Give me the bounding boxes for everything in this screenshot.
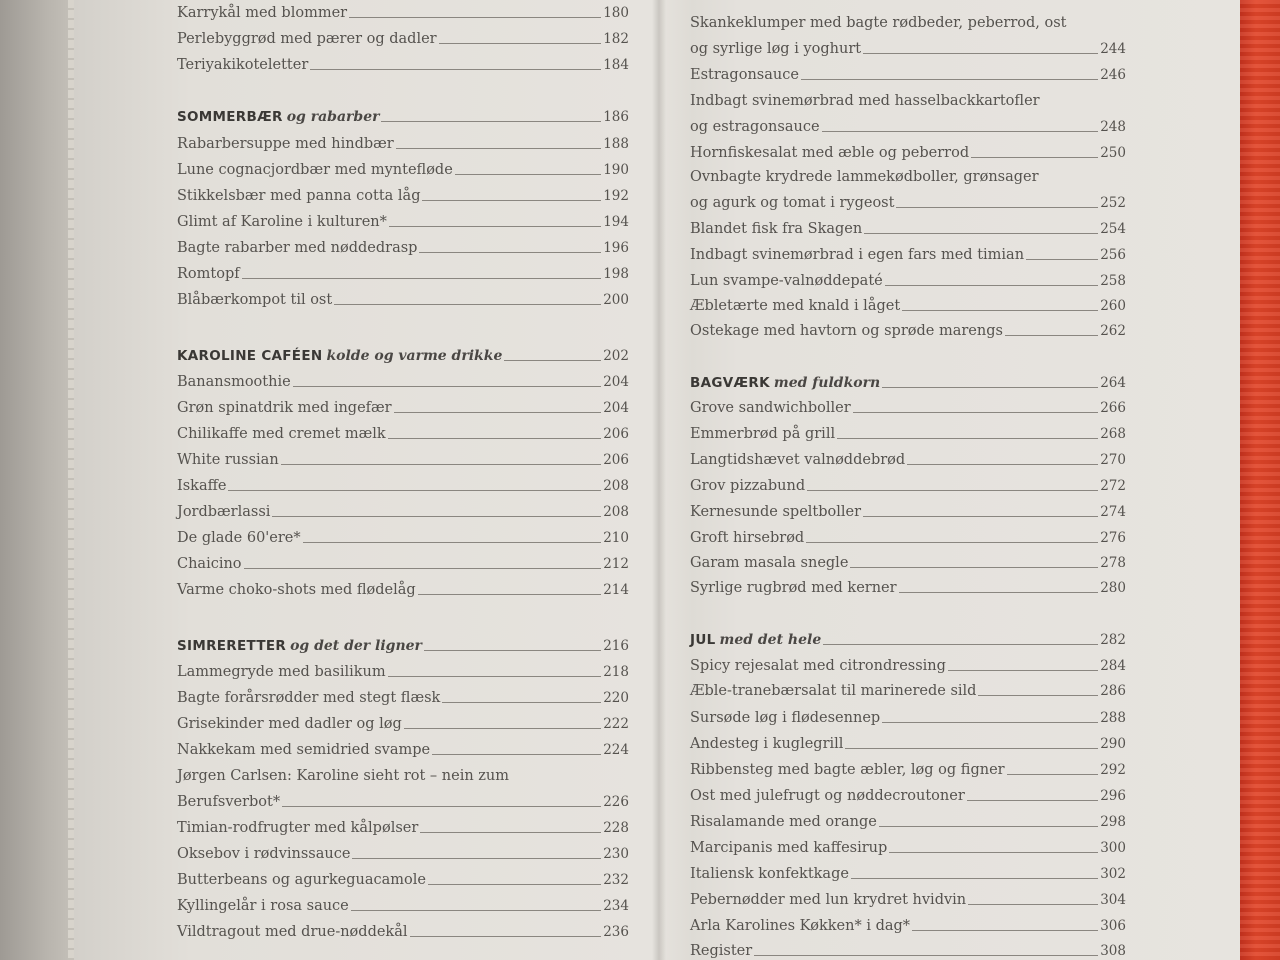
section-title-italic: og det der ligner	[290, 638, 422, 654]
dot-leader	[352, 858, 601, 859]
toc-entry	[690, 861, 1126, 883]
page-number: 254	[1100, 221, 1126, 237]
toc-entry	[177, 183, 629, 205]
page-number: 260	[1100, 298, 1126, 314]
page-number: 308	[1100, 943, 1126, 959]
entry-title: Hornfiskesalat med æble og peberrod	[690, 145, 970, 161]
entry-title: og agurk og tomat i rygeost	[690, 195, 895, 211]
toc-section-heading	[690, 627, 1126, 649]
entry-title: Ribbensteg med bagte æbler, løg og figner	[690, 762, 1005, 778]
dot-leader	[389, 226, 601, 227]
dot-leader	[424, 650, 601, 651]
dot-leader	[242, 278, 602, 279]
entry-title: Jørgen Carlsen: Karoline sieht rot – nein zum	[177, 768, 510, 784]
dot-leader	[310, 69, 601, 70]
entry-title: Grov pizzabund	[690, 478, 806, 494]
toc-entry	[177, 711, 629, 733]
dot-leader	[420, 832, 601, 833]
dot-leader	[228, 490, 601, 491]
toc-entry	[690, 447, 1126, 469]
entry-title: Risalamande med orange	[690, 814, 877, 830]
toc-section-heading	[177, 633, 629, 655]
section-title	[177, 347, 502, 365]
page-number: 206	[603, 426, 629, 442]
page-number: 276	[1100, 530, 1126, 546]
entry-title: Sursøde løg i flødesennep	[690, 710, 881, 726]
dot-leader	[410, 936, 602, 937]
page-number: 222	[603, 716, 629, 732]
page-number: 298	[1100, 814, 1126, 830]
entry-title: og estragonsauce	[690, 119, 820, 135]
dot-leader	[272, 516, 601, 517]
entry-title: Kernesunde speltboller	[690, 504, 862, 520]
page-number: 226	[603, 794, 629, 810]
entry-title: Jordbærlassi	[177, 504, 271, 520]
toc-section-heading	[177, 343, 629, 365]
dot-leader	[978, 695, 1098, 696]
page-number: 268	[1100, 426, 1126, 442]
toc-entry	[690, 835, 1126, 857]
toc-entry	[690, 783, 1126, 805]
toc-entry	[177, 287, 629, 309]
toc-entry	[690, 268, 1126, 290]
page-number: 264	[1100, 375, 1126, 391]
page-number: 284	[1100, 658, 1126, 674]
dot-leader	[282, 806, 601, 807]
toc-entry	[690, 62, 1126, 84]
section-title-italic: og rabarber	[286, 109, 380, 125]
toc-entry	[177, 577, 629, 599]
toc-entry	[177, 841, 629, 863]
dot-leader	[1026, 259, 1098, 260]
page-number: 290	[1100, 736, 1126, 752]
toc-entry	[177, 867, 629, 889]
page-number: 216	[603, 638, 629, 654]
toc-entry	[690, 216, 1126, 238]
page-number: 272	[1100, 478, 1126, 494]
toc-section-heading	[177, 104, 629, 126]
dot-leader	[754, 955, 1098, 956]
dot-leader	[863, 53, 1098, 54]
dot-leader	[1007, 774, 1099, 775]
page-number: 224	[603, 742, 629, 758]
toc-entry	[690, 242, 1126, 264]
dot-leader	[504, 360, 601, 361]
dot-leader	[889, 852, 1098, 853]
dot-leader	[863, 516, 1098, 517]
entry-title: Ost med julefrugt og nøddecroutoner	[690, 788, 965, 804]
entry-title: Ovnbagte krydrede lammekødboller, grønsager	[690, 169, 1039, 185]
page-number: 188	[603, 136, 629, 152]
toc-entry	[177, 919, 629, 941]
page-number: 198	[603, 266, 629, 282]
dot-leader	[422, 200, 601, 201]
section-title	[177, 637, 422, 655]
toc-entry	[690, 731, 1126, 753]
page-number: 182	[603, 31, 629, 47]
page-number: 190	[603, 162, 629, 178]
toc-entry	[690, 421, 1126, 443]
page-stitching-edge	[68, 0, 74, 960]
toc-entry	[690, 705, 1126, 727]
entry-title: Register	[690, 943, 753, 959]
page-number: 220	[603, 690, 629, 706]
page-number: 228	[603, 820, 629, 836]
entry-title: Langtidshævet valnøddebrød	[690, 452, 906, 468]
entry-title: Andesteg i kuglegrill	[690, 736, 844, 752]
entry-title: Lammegryde med basilikum	[177, 664, 386, 680]
dot-leader	[1005, 335, 1098, 336]
toc-entry	[177, 551, 629, 573]
toc-entry	[690, 88, 1126, 110]
toc-entry	[177, 395, 629, 417]
dot-leader	[388, 676, 602, 677]
toc-entry	[177, 131, 629, 153]
entry-title: Pebernødder med lun krydret hvidvin	[690, 892, 967, 908]
entry-title: Syrlige rugbrød med kerner	[690, 580, 897, 596]
entry-title: Nakkekam med semidried svampe	[177, 742, 431, 758]
entry-title: Arla Karolines Køkken* i dag*	[690, 918, 911, 934]
toc-entry	[177, 447, 629, 469]
page-number: 204	[603, 400, 629, 416]
dot-leader	[885, 285, 1098, 286]
entry-title: Indbagt svinemørbrad med hasselbackkartofler	[690, 93, 1040, 109]
page-number: 200	[603, 292, 629, 308]
dot-leader	[879, 826, 1098, 827]
section-title-caps: JUL	[690, 632, 716, 648]
dot-leader	[244, 568, 602, 569]
toc-entry	[690, 499, 1126, 521]
page-number: 210	[603, 530, 629, 546]
dot-leader	[902, 310, 1098, 311]
dot-leader	[822, 131, 1099, 132]
entry-title: Timian-rodfrugter med kålpølser	[177, 820, 419, 836]
dot-leader	[281, 464, 602, 465]
toc-entry	[177, 261, 629, 283]
page-number: 280	[1100, 580, 1126, 596]
entry-title: Skankeklumper med bagte rødbeder, peberrod, ost	[690, 15, 1067, 31]
dot-leader	[303, 542, 602, 543]
dot-leader	[882, 722, 1098, 723]
entry-title: Marcipanis med kaffesirup	[690, 840, 888, 856]
page-number: 266	[1100, 400, 1126, 416]
section-title	[177, 108, 379, 126]
toc-entry	[177, 789, 629, 811]
page-number: 244	[1100, 41, 1126, 57]
toc-entry	[177, 659, 629, 681]
dot-leader	[428, 884, 601, 885]
entry-title: Karrykål med blommer	[177, 5, 348, 21]
entry-title: Berufsverbot*	[177, 794, 281, 810]
toc-entry	[177, 369, 629, 391]
toc-entry	[177, 893, 629, 915]
dot-leader	[293, 386, 602, 387]
page-number: 286	[1100, 683, 1126, 699]
page-number: 250	[1100, 145, 1126, 161]
page-number: 202	[603, 348, 629, 364]
entry-title: Kyllingelår i rosa sauce	[177, 898, 349, 914]
section-title-italic: med det hele	[719, 632, 822, 648]
toc-entry	[177, 157, 629, 179]
entry-title: Butterbeans og agurkeguacamole	[177, 872, 426, 888]
toc-entry	[690, 190, 1126, 212]
entry-title: Chaicino	[177, 556, 242, 572]
entry-title: Romtopf	[177, 266, 240, 282]
toc-entry	[690, 653, 1126, 675]
dot-leader	[948, 670, 1098, 671]
page-number: 218	[603, 664, 629, 680]
dot-leader	[864, 233, 1098, 234]
toc-entry	[690, 913, 1126, 935]
toc-entry	[690, 395, 1126, 417]
dot-leader	[388, 438, 602, 439]
section-title-caps: BAGVÆRK	[690, 375, 770, 391]
toc-entry	[690, 36, 1126, 58]
page-number: 196	[603, 240, 629, 256]
dot-leader	[882, 387, 1098, 388]
entry-title: Banansmoothie	[177, 374, 291, 390]
page-number: 184	[603, 57, 629, 73]
page-number: 230	[603, 846, 629, 862]
page-number: 302	[1100, 866, 1126, 882]
page-number: 246	[1100, 67, 1126, 83]
dot-leader	[845, 748, 1098, 749]
dot-leader	[806, 542, 1098, 543]
entry-title: De glade 60'ere*	[177, 530, 301, 546]
entry-title: Bagte forårsrødder med stegt flæsk	[177, 690, 441, 706]
toc-entry	[690, 114, 1126, 136]
page-number: 296	[1100, 788, 1126, 804]
page-number: 270	[1100, 452, 1126, 468]
dot-leader	[823, 644, 1098, 645]
page-number: 204	[603, 374, 629, 390]
dot-leader	[851, 878, 1098, 879]
page-number: 194	[603, 214, 629, 230]
entry-title: Indbagt svinemørbrad i egen fars med timian	[690, 247, 1025, 263]
page-number: 192	[603, 188, 629, 204]
dot-leader	[404, 728, 601, 729]
entry-title: Æbletærte med knald i låget	[690, 298, 901, 314]
dot-leader	[334, 304, 601, 305]
toc-entry	[690, 525, 1126, 547]
toc-entry	[177, 473, 629, 495]
page-number: 262	[1100, 323, 1126, 339]
toc-entry	[690, 757, 1126, 779]
entry-title: Glimt af Karoline i kulturen*	[177, 214, 387, 230]
dot-leader	[439, 43, 602, 44]
toc-entry	[177, 685, 629, 707]
page-number: 212	[603, 556, 629, 572]
toc-entry	[177, 209, 629, 231]
dot-leader	[442, 702, 601, 703]
entry-title: Rabarbersuppe med hindbær	[177, 136, 394, 152]
entry-title: Groft hirsebrød	[690, 530, 805, 546]
section-title-caps: SIMRERETTER	[177, 638, 287, 654]
toc-entry	[690, 575, 1126, 597]
page-number: 206	[603, 452, 629, 468]
dot-leader	[418, 594, 602, 595]
entry-title: Vildtragout med drue-nøddekål	[177, 924, 408, 940]
toc-entry	[690, 318, 1126, 340]
dot-leader	[381, 121, 601, 122]
dot-leader	[971, 157, 1098, 158]
dot-leader	[850, 567, 1098, 568]
page-number: 208	[603, 478, 629, 494]
dot-leader	[899, 592, 1099, 593]
page-number: 288	[1100, 710, 1126, 726]
entry-title: Oksebov i rødvinssauce	[177, 846, 351, 862]
toc-entry	[690, 938, 1126, 960]
entry-title: Iskaffe	[177, 478, 227, 494]
dot-leader	[853, 412, 1099, 413]
entry-title: Spicy rejesalat med citrondressing	[690, 658, 946, 674]
entry-title: Emmerbrød på grill	[690, 426, 836, 442]
entry-title: Blåbærkompot til ost	[177, 292, 333, 308]
dot-leader	[968, 904, 1098, 905]
entry-title: Varme choko-shots med flødelåg	[177, 582, 416, 598]
section-title	[690, 374, 880, 392]
toc-entry	[177, 737, 629, 759]
entry-title: Estragonsauce	[690, 67, 799, 83]
book-gutter	[652, 0, 666, 960]
dot-leader	[807, 490, 1098, 491]
page-number: 304	[1100, 892, 1126, 908]
page-number: 306	[1100, 918, 1126, 934]
dot-leader	[455, 174, 601, 175]
toc-entry	[177, 0, 629, 22]
page-number: 214	[603, 582, 629, 598]
toc-entry	[690, 473, 1126, 495]
entry-title: Lun svampe-valnøddepaté	[690, 273, 883, 289]
entry-title: Grøn spinatdrik med ingefær	[177, 400, 392, 416]
page-number: 300	[1100, 840, 1126, 856]
toc-entry	[690, 887, 1126, 909]
dot-leader	[396, 148, 601, 149]
entry-title: Perlebyggrød med pærer og dadler	[177, 31, 437, 47]
entry-title: Teriyakikoteletter	[177, 57, 309, 73]
page-number: 236	[603, 924, 629, 940]
dot-leader	[801, 79, 1098, 80]
page-number: 278	[1100, 555, 1126, 571]
dot-leader	[394, 412, 602, 413]
page-number: 186	[603, 109, 629, 125]
page-number: 282	[1100, 632, 1126, 648]
entry-title: Chilikaffe med cremet mælk	[177, 426, 386, 442]
toc-entry	[690, 678, 1126, 700]
dot-leader	[351, 910, 601, 911]
page-number: 180	[603, 5, 629, 21]
toc-entry	[177, 763, 629, 785]
dot-leader	[907, 464, 1098, 465]
dot-leader	[837, 438, 1098, 439]
entry-title: Lune cognacjordbær med mynteflødе	[177, 162, 453, 178]
toc-section-heading	[690, 370, 1126, 392]
toc-entry	[690, 293, 1126, 315]
section-title-caps: SOMMERBÆR	[177, 109, 283, 125]
toc-entry	[177, 499, 629, 521]
entry-title: White russian	[177, 452, 279, 468]
page-number: 234	[603, 898, 629, 914]
toc-entry	[177, 52, 629, 74]
dot-leader	[349, 17, 601, 18]
toc-entry	[177, 235, 629, 257]
toc-entry	[177, 525, 629, 547]
page-number: 292	[1100, 762, 1126, 778]
page-number: 274	[1100, 504, 1126, 520]
dot-leader	[896, 207, 1098, 208]
entry-title: og syrlige løg i yoghurt	[690, 41, 862, 57]
dot-leader	[967, 800, 1098, 801]
section-title	[690, 631, 821, 649]
toc-entry	[177, 26, 629, 48]
page-number: 232	[603, 872, 629, 888]
section-title-italic: kolde og varme drikke	[326, 348, 503, 364]
page-number: 208	[603, 504, 629, 520]
section-title-caps: KAROLINE CAFÉEN	[177, 348, 323, 364]
section-title-italic: med fuldkorn	[773, 375, 881, 391]
entry-title: Grisekinder med dadler og løg	[177, 716, 402, 732]
toc-entry	[177, 815, 629, 837]
entry-title: Æble-tranebærsalat til marinerede sild	[690, 683, 977, 699]
toc-entry	[690, 140, 1126, 162]
page-number: 252	[1100, 195, 1126, 211]
toc-entry	[690, 809, 1126, 831]
entry-title: Italiensk konfektkage	[690, 866, 849, 882]
dot-leader	[419, 252, 601, 253]
entry-title: Bagte rabarber med nøddedrasp	[177, 240, 418, 256]
red-tablecloth	[1240, 0, 1280, 960]
toc-entry	[690, 10, 1126, 32]
entry-title: Blandet fisk fra Skagen	[690, 221, 863, 237]
toc-entry	[690, 164, 1126, 186]
entry-title: Grove sandwichboller	[690, 400, 851, 416]
entry-title: Garam masala snegle	[690, 555, 849, 571]
entry-title: Stikkelsbær med panna cotta låg	[177, 188, 421, 204]
entry-title: Ostekage med havtorn og sprøde marengs	[690, 323, 1003, 339]
dot-leader	[912, 930, 1098, 931]
page-number: 248	[1100, 119, 1126, 135]
toc-entry	[177, 421, 629, 443]
page-number: 256	[1100, 247, 1126, 263]
toc-entry	[690, 550, 1126, 572]
dot-leader	[432, 754, 601, 755]
page-number: 258	[1100, 273, 1126, 289]
